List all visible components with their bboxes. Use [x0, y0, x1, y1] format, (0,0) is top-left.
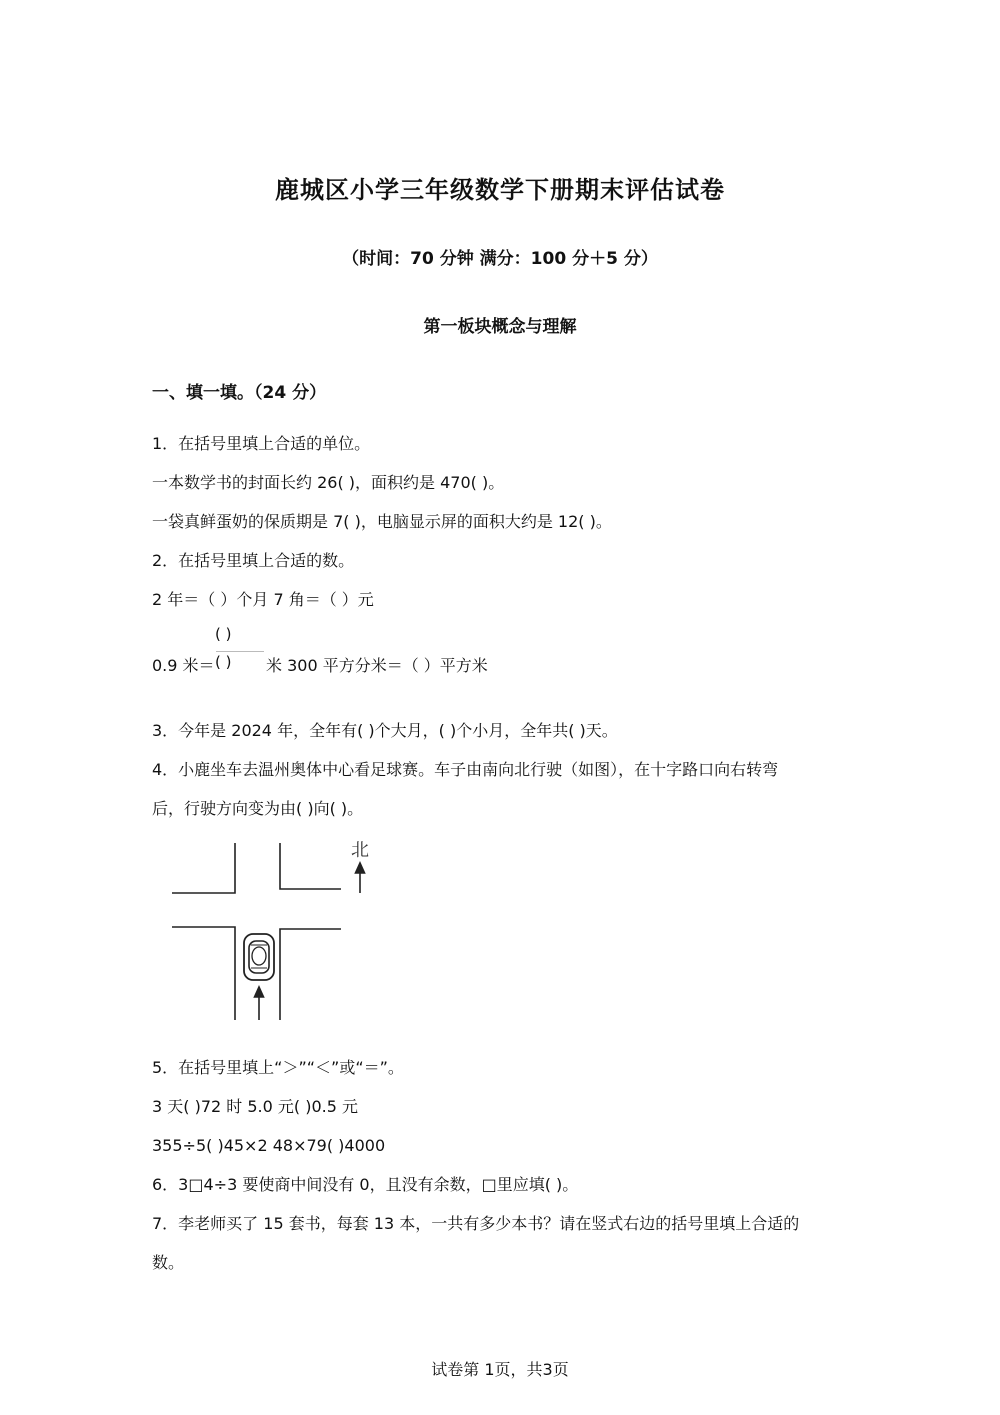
- q7-line2: 数。: [152, 1253, 185, 1272]
- q7-line1: 7．李老师买了 15 套书，每套 13 本，一共有多少本书？请在竖式右边的括号里填上合适的: [152, 1214, 800, 1233]
- intersection-diagram: [160, 835, 380, 1025]
- car-icon: [244, 934, 274, 980]
- north-label: 北: [351, 840, 369, 861]
- fraction-numerator: ( ): [215, 625, 232, 643]
- q2-line1: 2 年＝（ ）个月 7 角＝（ ）元: [152, 590, 374, 609]
- block-title: 第一板块概念与理解: [423, 317, 577, 337]
- q2-line2-suffix: 米 300 平方分米＝（ ）平方米: [266, 656, 488, 675]
- page-title: 鹿城区小学三年级数学下册期末评估试卷: [275, 176, 725, 204]
- q4-line2: 后，行驶方向变为由( )向( )。: [152, 799, 364, 818]
- q5-line2: 355÷5( )45×2 48×79( )4000: [152, 1136, 386, 1155]
- q3: 3．今年是 2024 年，全年有( )个大月，( )个小月，全年共( )天。: [152, 721, 618, 740]
- q5-stem: 5．在括号里填上“＞”“＜”或“＝”。: [152, 1058, 404, 1077]
- q2-line2-prefix: 0.9 米＝: [152, 656, 215, 675]
- fraction-denominator: ( ): [215, 653, 232, 671]
- exam-info: （时间：70 分钟 满分：100 分＋5 分）: [342, 249, 658, 269]
- q2-stem: 2．在括号里填上合适的数。: [152, 551, 355, 570]
- q1-stem: 1．在括号里填上合适的单位。: [152, 434, 371, 453]
- road-edge-top-left: [172, 843, 235, 893]
- arrow-up-icon: [255, 987, 264, 1020]
- road-edge-bottom-left: [172, 927, 235, 1020]
- q6: 6．3□4÷3 要使商中间没有 0，且没有余数，□里应填( )。: [152, 1175, 579, 1194]
- road-edge-top-right: [280, 843, 341, 889]
- q5-line1: 3 天( )72 时 5.0 元( )0.5 元: [152, 1097, 359, 1116]
- fraction-bar: [216, 651, 264, 652]
- north-arrow-icon: [356, 863, 365, 893]
- q4-line1: 4．小鹿坐车去温州奥体中心看足球赛。车子由南向北行驶（如图），在十字路口向右转弯: [152, 760, 779, 779]
- section-heading: 一、填一填。（24 分）: [152, 383, 327, 403]
- road-edge-bottom-right: [280, 929, 341, 1020]
- q1-line1: 一本数学书的封面长约 26( )，面积约是 470( )。: [152, 473, 505, 492]
- q1-line2: 一袋真鲜蛋奶的保质期是 7( )，电脑显示屏的面积大约是 12( )。: [152, 512, 612, 531]
- page-footer: 试卷第 1页，共3页: [431, 1360, 569, 1379]
